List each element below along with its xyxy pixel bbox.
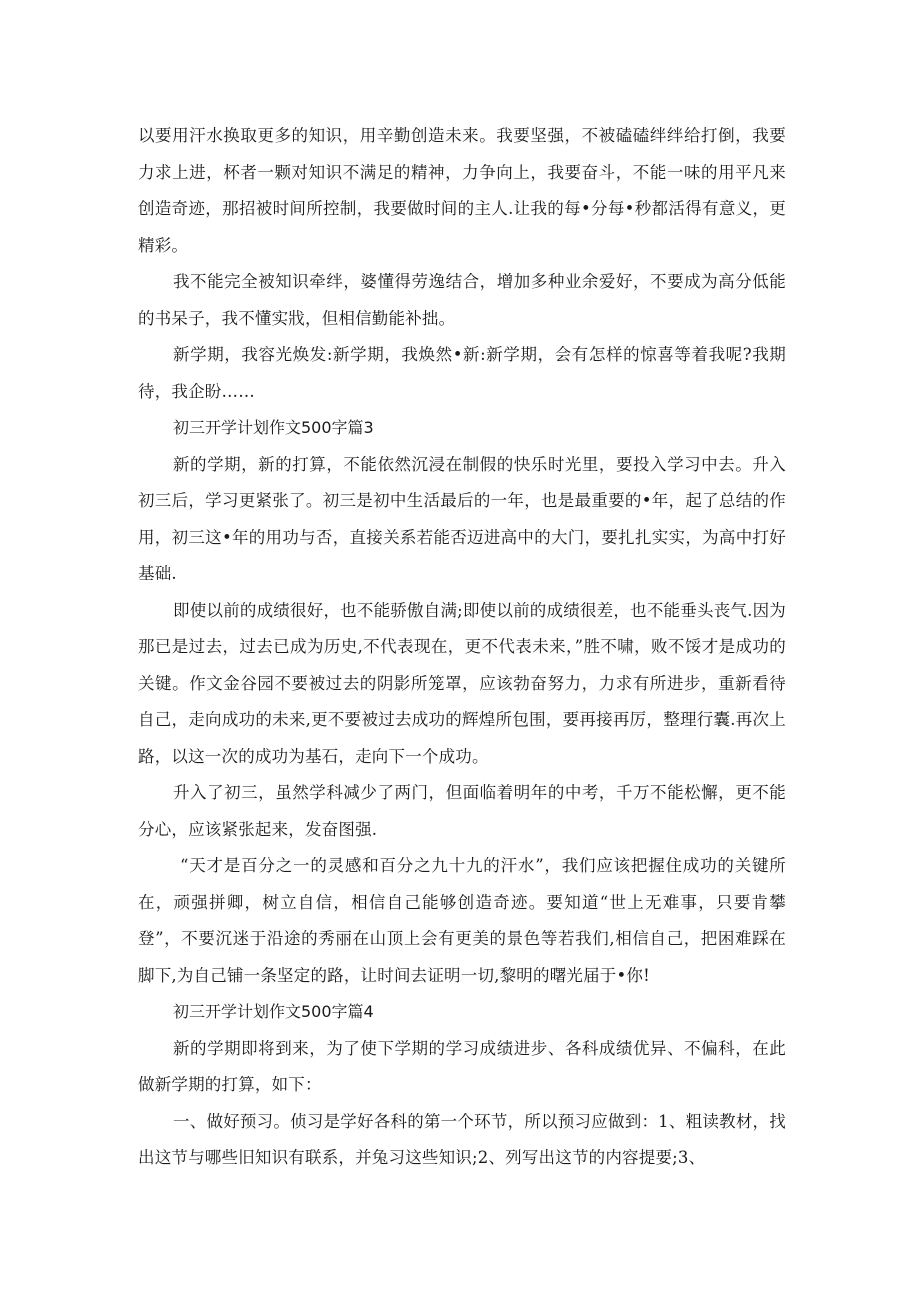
paragraph-4: 新的学期，新的打算，不能依然沉浸在制假的快乐时光里，要投入学习中去。升入初三后，学习更紧张了。初三是初中生活最后的一年，也是最重要的•年，起了总结的作用，初三这•年的用功与否，直接关系若能否迈进高中的大门，要扎扎实实，为高中打好基础. (138, 454, 786, 583)
paragraph-7: “天才是百分之一的灵感和百分之九十九的汗水”，我们应该把握住成功的关键所在，顽强拼卿，树立自信，相信自己能够创造奇迹。要知道“世上无难事，只要肯攀登”，不要沉迷于沿途的秀丽在山顶上会有更美的景色等若我们,相信自己，把困难踩在脚下,为自己铺一条坚定的路，让时间去证明一切,黎明的曙光届于•你! (138, 856, 786, 985)
paragraph-1: 以要用汗水换取更多的知识，用辛勤创造未来。我要坚强，不被磕磕绊绊给打倒，我要力求上进，杯者一颗对知识不满足的精神，力争向上，我要奋斗，不能一味的用平凡来创造奇迹，那招被时间所控制，我要做时间的主人.让我的每•分每•秒都活得有意义，更精彩。 (138, 126, 786, 255)
paragraph-6: 升入了初三，虽然学科减少了两门，但面临着明年的中考，千万不能松懈，更不能分心，应该紧张起来，发奋图强. (138, 783, 786, 839)
paragraph-5: 即使以前的成绩很好，也不能骄傲自满;即使以前的成绩很差，也不能垂头丧气.因为那已是过去，过去已成为历史,不代表现在，更不代表未来，”胜不啸，败不馁才是成功的关键。作文金谷园不要被过去的阴影所笼罩，应该勃奋努力，力求有所进步，重新看待自己，走向成功的未来,更不要被过去成功的辉煌所包围，要再接再厉，整理行囊.再次上路，以这一次的成功为基石，走向下一个成功。 (138, 600, 786, 766)
paragraph-8: 新的学期即将到来，为了使下学期的学习成绩进步、各科成绩优异、不偏科，在此做新学期的打算，如下： (138, 1038, 786, 1094)
paragraph-3: 新学期，我容光焕发:新学期，我焕然•新:新学期，会有怎样的惊喜等着我呢?我期待，我企盼…… (138, 345, 786, 401)
section-heading-4: 初三开学计划作文500字篇4 (173, 1002, 374, 1021)
document-page (138, 118, 786, 1177)
paragraph-2: 我不能完全被知识牵绊，婆懂得劳逸结合，增加多种业余爱好，不要成为高分低能的书呆子，我不懂实戕，但相信勤能补拙。 (138, 272, 786, 328)
section-heading-3: 初三开学计划作文500字篇3 (173, 418, 374, 437)
paragraph-9: 一、做好预习。侦习是学好各科的第一个环节，所以预习应做到：1、粗读教材，找出这节与哪些旧知识有联系，并兔习这些知识;2、列写出这节的内容提要;3、 (138, 1111, 786, 1167)
